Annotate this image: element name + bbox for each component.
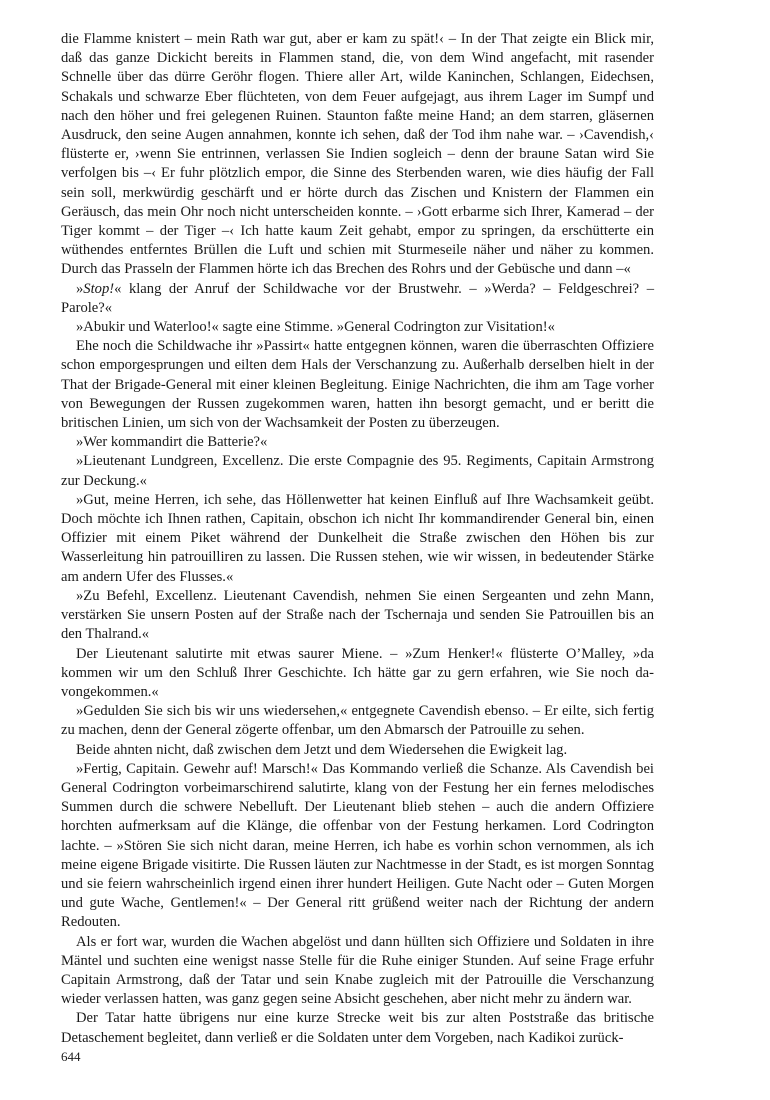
body-text xyxy=(61,30,654,1048)
italic-word: Stop! xyxy=(83,280,115,297)
page-number: 644 xyxy=(61,1049,81,1064)
paragraph: »Gut, meine Herren, ich sehe, das Höllenwetter hat keinen Einfluß auf Ihre Wachsamkeit geübt. Doch möchte ich Ihnen rathen, Capitain, obschon ich nicht Ihr kommandirender General bin, einen Offizier mit einem Piket während der Dunkelheit die Straße zwischen den Höhen bis zur Wasserleitung hin patrouilliren zu lassen. Die Russen stehen, wie wir wissen, in bedeutender Stärke am andern Ufer des Flusses.« xyxy=(61,491,654,585)
paragraph: »Stop!« klang der Anruf der Schildwache vor der Brustwehr. – »Werda? – Feldgeschrei? – Parole?« xyxy=(61,280,654,316)
paragraph: »Wer kommandirt die Batterie?« xyxy=(76,434,268,451)
paragraph: »Gedulden Sie sich bis wir uns wiedersehen,« entgegnete Cavendish ebenso. – Er eilte, sich fertig zu machen, denn der General zögerte offenbar, um den Abmarsch der Patrouille zu sehen. xyxy=(61,703,654,739)
paragraph: »Zu Befehl, Excellenz. Lieutenant Cavendish, nehmen Sie einen Sergeanten und zehn Mann, verstärken Sie unsern Posten auf der Straße nach der Tschernaja und senden Sie Patrouillen bis an den Thalrand.« xyxy=(61,587,654,643)
paragraph: »Abukir und Waterloo!« sagte eine Stimme. »General Codrington zur Visitation!« xyxy=(76,319,555,336)
paragraph: Ehe noch die Schildwache ihr »Passirt« hatte entgegnen können, waren die überraschten Offiziere schon emporgesprungen und eilten dem Hals der Verschanzung zu. Außerhalb derselben hielt in der That der Brigade-General mit einer kleinen Begleitung. Einige Nachrichten, die ihm am Tage vorher von Bewegungen der Russen zugekommen waren, hatten ihn besorgt gemacht, und er beritt die britischen Linien, um sich von der Wachsamkeit der Posten zu überzeugen. xyxy=(61,338,654,432)
paragraph: »Fertig, Capitain. Gewehr auf! Marsch!« Das Kommando verließ die Schanze. Als Cavendish bei General Codrington vorbeimarschirend salutirte, klang von der Festung her ein fernes melodisches Summen durch die schwere Nebelluft. Der Lieutenant blieb stehen – auch die andern Offiziere horchten aufmerksam auf die Klänge, die offenbar von der Festung herkamen. Lord Codrington lachte. – »Stören Sie sich nicht daran, meine Herren, ich habe es vorhin schon vernommen, als ich meine eigene Brigade visitirte. Die Russen läuten zur Nachtmesse in der Stadt, es ist morgen Sonntag und sie feiern wahrscheinlich irgend einen ihrer hundert Heiligen. Gute Nacht oder – Guten Morgen und gute Wache, Gentlemen!« – Der General ritt grüßend weiter nach der Richtung der andern Redouten. xyxy=(61,760,654,931)
paragraph: Beide ahnten nicht, daß zwischen dem Jetzt und dem Wiedersehen die Ewigkeit lag. xyxy=(76,741,568,758)
paragraph: die Flamme knistert – mein Rath war gut, aber er kam zu spät!‹ – In der That zeigte ein Blick mir, daß das ganze Dickicht bereits in Flammen stand, die, von dem Wind angefacht, mit rasender Schnelle über das dürre Geröhr flogen. Thiere aller Art, wilde Kaninchen, Schlangen, Eidechsen, Schakals und schwarze Eber flüchteten, von dem Feuer aufgejagt, aus ihrem Lager im Sumpf und nach den höher und frei gelegenen Ruinen. Staunton faßte meine Hand; an dem starren, gläsernen Ausdruck, den seine Augen annahmen, konnte ich sehen, daß der Tod ihm nahe war. – ›Cavendish,‹ flüsterte er, ›wenn Sie entrinnen, verlassen Sie Indien sogleich – denn der braune Satan wird Sie verfolgen bis –‹ Er fuhr plötzlich empor, die Sinne des Sterbenden waren, wie dies häufig der Fall sein soll, merkwürdig geschärft und er hörte durch das Zischen und Knistern der Flammen ein Geräusch, das mein Ohr noch nicht unterscheiden konnte. – ›Gott erbarme sich Ihrer, Kamerad – der Tiger kommt – der Tiger –‹ Ich hatte kaum Zeit gehabt, empor zu springen, da erschütterte ein wüthendes entferntes Brüllen die Luft und schien mit Sturmeseile näher und näher zu kommen. Durch das Prasseln der Flammen hörte ich das Brechen des Rohrs und der Gebüsche und dann –« xyxy=(61,31,654,278)
paragraph: Der Lieutenant salutirte mit etwas saurer Miene. – »Zum Henker!« flüsterte O’Malley, »da kommen wir um den Schluß Ihrer Geschichte. Ich hätte gar zu gern erfahren, wie Sie noch davongekommen.« xyxy=(61,645,654,700)
paragraph: Der Tatar hatte übrigens nur eine kurze Strecke weit bis zur alten Poststraße das britische Detaschement begleitet, dann verließ er die Soldaten unter dem Vorgeben, nach Kadikoi zurück- xyxy=(61,1010,654,1046)
paragraph: Als er fort war, wurden die Wachen abgelöst und dann hüllten sich Offiziere und Soldaten in ihre Mäntel und suchten eine wenigst nasse Stelle für die Ruhe einiger Stunden. Auf seine Frage erfuhr Capitain Armstrong, daß der Tatar und sein Knabe zugleich mit der Patrouille die Verschanzung wieder verlassen hatten, was ganz gegen seine Absicht geschehen, aber nicht mehr zu ändern war. xyxy=(61,933,654,1008)
paragraph: »Lieutenant Lundgreen, Excellenz. Die erste Compagnie des 95. Regiments, Capitain Armstrong zur Deckung.« xyxy=(61,453,654,489)
paragraph-rest: « klang der Anruf der Schildwache vor der Brustwehr. – »Werda? – Feldgeschrei? – Parole?« xyxy=(61,280,654,316)
